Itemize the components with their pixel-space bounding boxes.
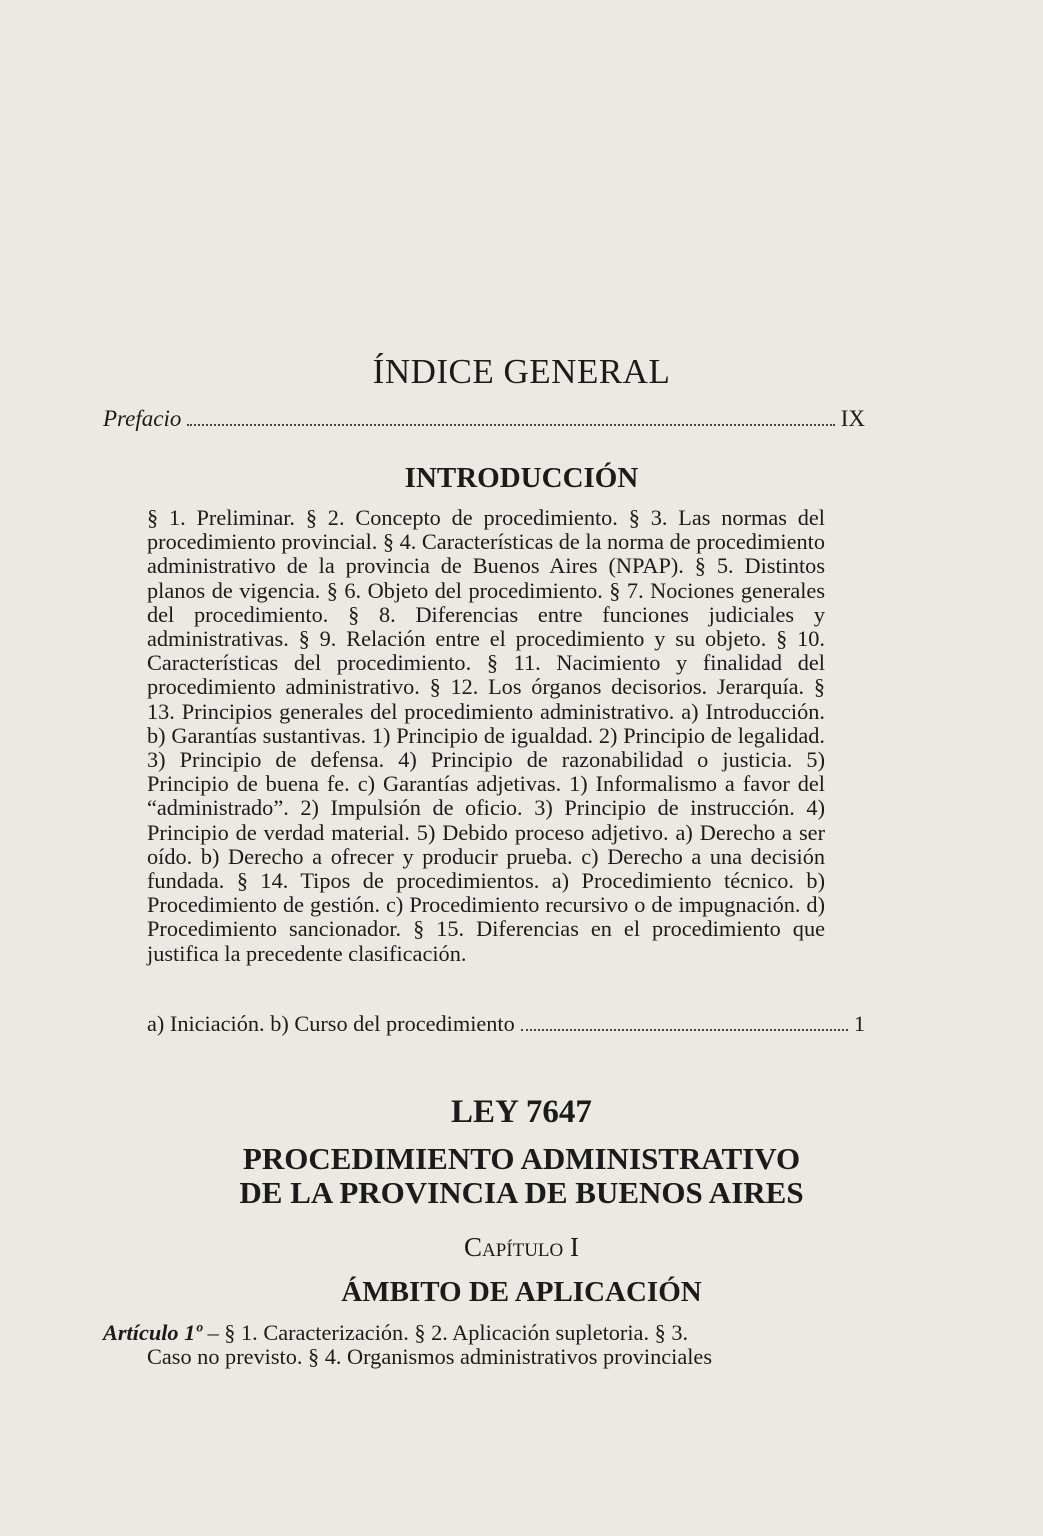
index-title: ÍNDICE GENERAL: [372, 352, 671, 391]
articulo-1-line1: – § 1. Caracterización. § 2. Aplicación supletoria. § 3.: [202, 1320, 689, 1345]
introduccion-heading: INTRODUCCIÓN: [404, 462, 639, 494]
capitulo-title: ÁMBITO DE APLICACIÓN: [341, 1276, 702, 1308]
introduccion-text: § 1. Preliminar. § 2. Concepto de procedimiento. § 3. Las normas del procedimiento provincial. § 4. Características de la norma de procedimiento administrativo de la provincia de Buenos Aires (NPAP). § 5. Distintos planos de vigencia. § 6. Objeto del procedimiento. § 7. Nociones generales del procedimiento. § 8. Diferencias entre funciones judiciales y administrativas. § 9. Relación entre el procedimiento y su objeto. § 10. Características del procedimiento. § 11. Nacimiento y finalidad del procedimiento administrativo. § 12. Los órganos decisorios. Jerarquía. § 13. Principios generales del procedimiento administrativo. a) Introducción. b) Garantías sustantivas. 1) Principio de igualdad. 2) Principio de legalidad. 3) Principio de defensa. 4) Principio de razonabilidad o justicia. 5) Principio de buena fe. c) Garantías adjetivas. 1) Informalismo a favor del “administrado”. 2) Impulsión de oficio. 3) Principio de instrucción. 4) Principio de verdad material. 5) Debido proceso adjetivo. a) Derecho a ser oído. b) Derecho a ofrecer y producir prueba. c) Derecho a una decisión fundada. § 14. Tipos de procedimientos. a) Procedimiento técnico. b) Procedimiento de gestión. c) Procedimiento recursivo o de impugnación. d) Procedimiento sancionador. § 15. Diferencias en el procedimiento que justifica la precedente clasificación.: [147, 505, 825, 966]
ley-heading: LEY 7647: [451, 1094, 592, 1130]
toc-entry-prefacio: [103, 406, 865, 432]
introduccion-last-line: a) Iniciación. b) Curso del procedimiento: [147, 1011, 515, 1036]
ley-subtitle-line1: PROCEDIMIENTO ADMINISTRATIVO: [242, 1141, 801, 1176]
ley-subtitle: [0, 1142, 1043, 1210]
ley-subtitle-line2: DE LA PROVINCIA DE BUENOS AIRES: [239, 1175, 804, 1210]
articulo-1-line2: Caso no previsto. § 4. Organismos administrativos provinciales: [147, 1344, 712, 1370]
toc-entry-introduccion: [147, 1011, 865, 1037]
articulo-1-entry: [103, 1321, 825, 1369]
introduccion-page: 1: [853, 1011, 865, 1036]
dot-leader: [187, 424, 834, 426]
prefacio-label: Prefacio: [103, 406, 182, 431]
prefacio-page: IX: [840, 406, 865, 431]
capitulo-heading: Capítulo I: [463, 1232, 580, 1262]
dot-leader: [521, 1029, 848, 1031]
articulo-1-label: Artículo 1º: [103, 1320, 202, 1345]
